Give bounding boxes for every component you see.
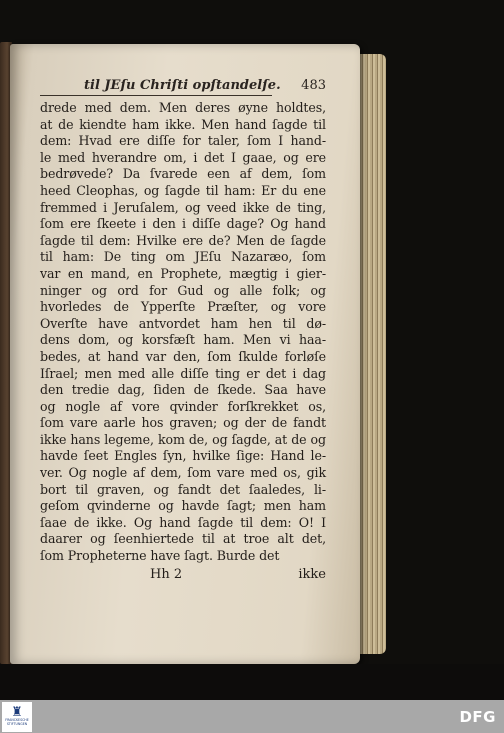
text-line: dens dom, og korsfæſt ham. Men vi haa- xyxy=(40,332,326,348)
text-line: ſaae de ikke. Og hand ſagde til dem: O! I xyxy=(40,514,326,530)
text-line: og nogle af vore qvinder forſkrekket os, xyxy=(40,398,326,414)
text-line: hvorledes de Ypperſte Præſter, og vore xyxy=(40,299,326,315)
text-line: Iſrael; men med alle diſſe ting er det i dag xyxy=(40,365,326,381)
text-line: bedrøvede? Da ſvarede een af dem, ſom xyxy=(40,166,326,182)
text-line: ninger og ord for Gud og alle folk; og xyxy=(40,282,326,298)
text-line: geſom qvinderne og havde ſagt; men ham xyxy=(40,498,326,514)
text-line: dem: Hvad ere diſſe for taler, ſom I hand- xyxy=(40,133,326,149)
text-line: ver. Og nogle af dem, ſom vare med os, gik xyxy=(40,465,326,481)
page-fore-edge xyxy=(360,54,386,654)
page-content xyxy=(40,78,326,582)
franckesche-stiftungen-logo[interactable] xyxy=(2,702,32,732)
tower-icon: ♜ xyxy=(11,705,23,721)
signature-mark: Hh 2 xyxy=(150,566,183,582)
scan-shadow xyxy=(0,664,504,700)
text-line: le med hverandre om, i det I gaae, og ere xyxy=(40,149,326,165)
page-number: 483 xyxy=(301,78,326,93)
running-head: til JEſu Chriſti opſtandelſe. xyxy=(84,78,281,93)
text-line: ikke hans legeme, kom de, og ſagde, at de og xyxy=(40,431,326,447)
page-footer xyxy=(40,567,326,582)
dfg-logo[interactable]: DFG xyxy=(459,707,496,726)
text-line: ſom Propheterne have ſagt. Burde det xyxy=(40,548,280,564)
text-line: heed Cleophas, og ſagde til ham: Er du ene xyxy=(40,182,326,198)
body-text xyxy=(40,100,326,565)
text-line: fremmed i Jeruſalem, og veed ikke de ting, xyxy=(40,199,326,215)
text-line: daarer og ſeenhiertede til at troe alt det, xyxy=(40,531,326,547)
text-line: Overſte have antvordet ham hen til dø- xyxy=(40,315,326,331)
logo-text: FRANCKESCHE STIFTUNGEN xyxy=(5,718,29,726)
text-line: drede med dem. Men deres øyne holdtes, xyxy=(40,100,326,115)
viewer-footer-bar xyxy=(0,700,504,733)
text-line: ſom vare aarle hos graven; og der de fandt xyxy=(40,415,326,431)
text-line: den tredie dag, ſiden de ſkede. Saa have xyxy=(40,382,326,398)
catchword: ikke xyxy=(298,566,326,582)
text-line: ſom ere ſkeete i den i diſſe dage? Og hand xyxy=(40,216,326,232)
text-line: bort til graven, og fandt det ſaaledes, li- xyxy=(40,481,326,497)
text-line: bedes, at hand var den, ſom ſkulde forløſe xyxy=(40,348,326,364)
page-header xyxy=(40,78,326,93)
text-line: var en mand, en Prophete, mægtig i gier- xyxy=(40,265,326,281)
text-line: til ham: De ting om JEſu Nazaræo, ſom xyxy=(40,249,326,265)
text-line: at de kiendte ham ikke. Men hand ſagde til xyxy=(40,116,326,132)
header-rule xyxy=(40,95,272,96)
book-page xyxy=(10,44,360,664)
text-line: ſagde til dem: Hvilke ere de? Men de ſagde xyxy=(40,232,326,248)
text-line: havde ſeet Engles ſyn, hvilke ſige: Hand le- xyxy=(40,448,326,464)
